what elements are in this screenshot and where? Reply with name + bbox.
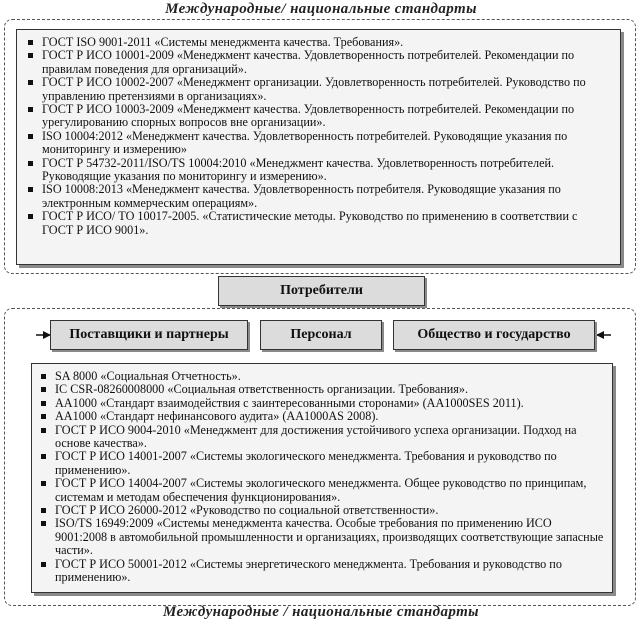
suppliers-box <box>50 320 248 350</box>
personnel-label: Персонал <box>290 327 352 342</box>
standard-item: AA1000 «Стандарт нефинансового аудита» (AA1000AS 2008). <box>36 410 606 423</box>
standard-item: ГОСТ Р 54732-2011/ISO/TS 10004:2010 «Менеджмент качества. Удовлетворенность потребителей. Руководящие указания по мониторингу и измерению». <box>23 157 610 184</box>
standard-item: ГОСТ Р ИСО 50001-2012 «Системы энергетического менеджмента. Требования и руководство по применению». <box>36 558 606 585</box>
consumers-box <box>218 276 425 306</box>
standard-item: AA1000 «Стандарт взаимодействия с заинтересованными сторонами» (AA1000SES 2011). <box>36 397 606 410</box>
standard-item: ISO/TS 16949:2009 «Системы менеджмента качества. Особые требования по применению ИСО 9001:2008 в автомобильной промышленности и организациях, производящих соответствующие запасные части». <box>36 517 606 557</box>
standard-item: ГОСТ Р ИСО 10001-2009 «Менеджмент качества. Удовлетворенность потребителей. Рекомендации по правилам поведения для организаций». <box>23 49 610 76</box>
standard-item: ГОСТ Р ИСО/ ТО 10017-2005. «Статистические методы. Руководство по применению в соответствии с ГОСТ Р ИСО 9001». <box>23 210 610 237</box>
standard-item: SA 8000 «Социальная Отчетность». <box>36 370 606 383</box>
standard-item: ГОСТ Р ИСО 9004-2010 «Менеджмент для достижения устойчивого успеха организации. Подход на основе качества». <box>36 424 606 451</box>
standard-item: ГОСТ Р ИСО 10002-2007 «Менеджмент организации. Удовлетворенность потребителей. Руководство по управлению претензиями в организациях». <box>23 76 610 103</box>
society-label: Общество и государство <box>417 327 571 342</box>
top-title: Международные/ национальные стандарты <box>165 1 477 17</box>
standard-item: IC CSR-08260008000 «Социальная ответственность организации. Требования». <box>36 383 606 396</box>
standard-item: ГОСТ Р ИСО 10003-2009 «Менеджмент качества. Удовлетворенность потребителей. Рекомендации по урегулированию спорных вопросов вне организации». <box>23 103 610 130</box>
personnel-box <box>260 320 382 350</box>
standard-item: ГОСТ Р ИСО 14004-2007 «Системы экологического менеджмента. Общее руководство по принципам, системам и методам обеспечения функционирования». <box>36 477 606 504</box>
standard-item: ГОСТ ISO 9001-2011 «Системы менеджмента качества. Требования». <box>23 36 610 49</box>
bottom-title: Международные / национальные стандарты <box>163 604 479 620</box>
consumers-label: Потребители <box>280 283 363 298</box>
standard-item: ISO 10004:2012 «Менеджмент качества. Удовлетворенность потребителей. Руководящие указания по мониторингу и измерению» <box>23 130 610 157</box>
standard-item: ГОСТ Р ИСО 26000-2012 «Руководство по социальной ответственности». <box>36 504 606 517</box>
suppliers-label: Поставщики и партнеры <box>69 327 229 342</box>
society-box <box>393 320 595 350</box>
standard-item: ISO 10008:2013 «Менеджмент качества. Удовлетворенность потребителя. Руководящие указания по электронным коммерческим операциям». <box>23 183 610 210</box>
standard-item: ГОСТ Р ИСО 14001-2007 «Системы экологического менеджмента. Требования и руководство по применению». <box>36 450 606 477</box>
